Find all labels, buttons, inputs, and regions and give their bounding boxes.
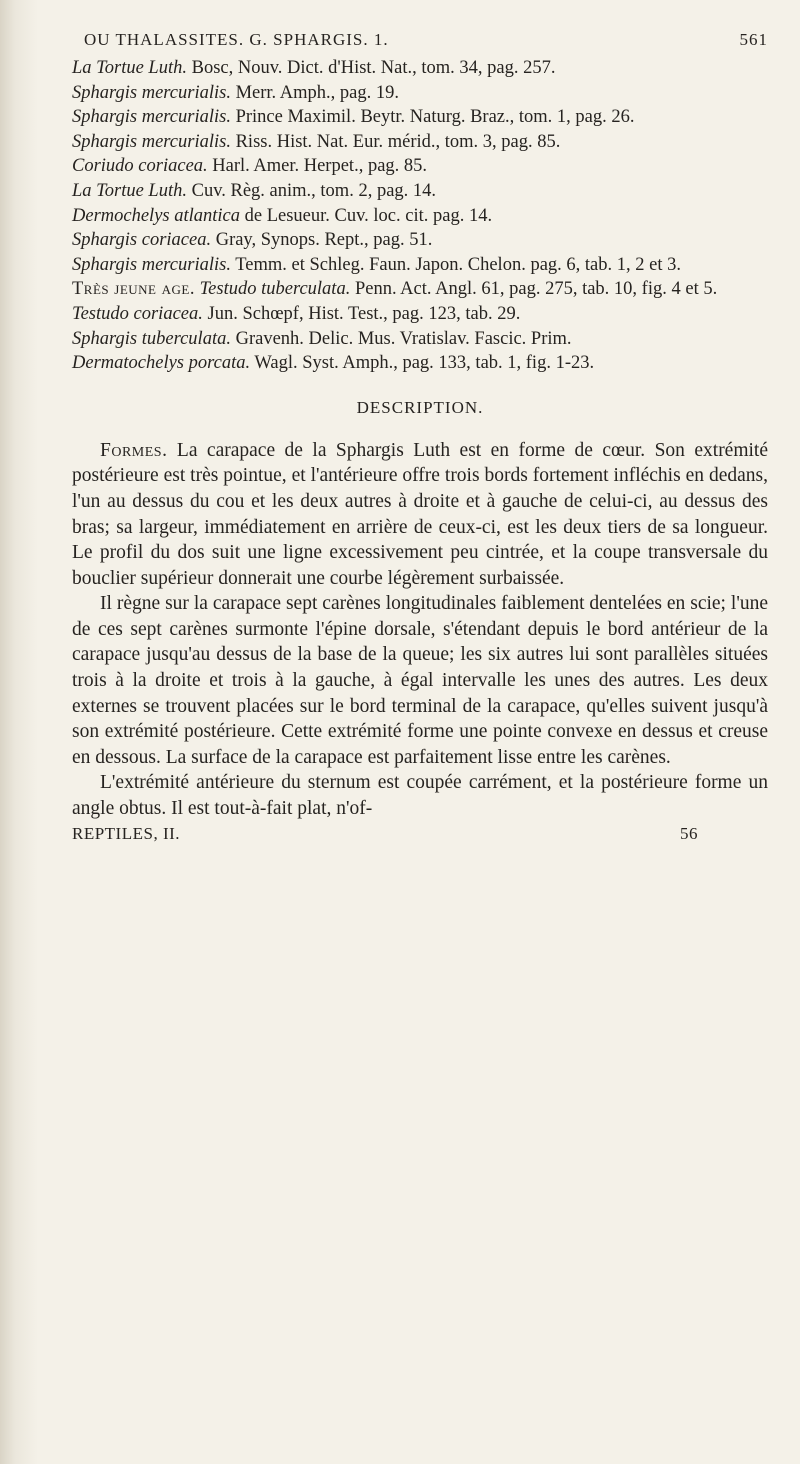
reference-entry <box>72 179 768 204</box>
reference-citation: Prince Maximil. Beytr. Naturg. Braz., tom. 1, pag. 26. <box>230 107 635 128</box>
reference-citation: de Lesueur. Cuv. loc. cit. pag. 14. <box>240 205 493 226</box>
reference-entry <box>72 351 768 376</box>
running-head <box>72 30 768 56</box>
section-heading: DESCRIPTION. <box>356 397 484 417</box>
reference-citation: Merr. Amph., pag. 19. <box>230 82 399 103</box>
reference-synonym: Sphargis mercurialis. <box>72 82 231 103</box>
reference-synonym: Dermochelys atlantica <box>72 205 240 226</box>
page-footer <box>72 824 768 844</box>
reference-entry <box>72 253 768 278</box>
reference-entry <box>72 277 768 302</box>
reference-synonym: Dermatochelys porcata. <box>72 353 251 374</box>
signature-left: REPTILES, II. <box>72 823 181 843</box>
reference-synonym: Sphargis tuberculata. <box>72 328 231 349</box>
reference-citation: Cuv. Règ. anim., tom. 2, pag. 14. <box>186 180 437 201</box>
synonymy-references <box>72 56 768 376</box>
body-paragraph <box>72 591 768 770</box>
binding-shadow <box>0 0 38 1464</box>
reference-citation: Harl. Amer. Herpet., pag. 85. <box>207 156 428 177</box>
reference-citation: Temm. et Schleg. Faun. Japon. Chelon. pag. 6, tab. 1, 2 et 3. <box>230 254 681 275</box>
reference-synonym: Sphargis mercurialis. <box>72 254 231 275</box>
reference-citation: Gravenh. Delic. Mus. Vratislav. Fascic. Prim. <box>230 328 572 349</box>
reference-age-label: Très jeune age. <box>72 279 195 300</box>
reference-synonym: Sphargis mercurialis. <box>72 131 231 152</box>
reference-entry <box>72 105 768 130</box>
reference-entry <box>72 327 768 352</box>
reference-citation: Gray, Synops. Rept., pag. 51. <box>211 230 433 251</box>
reference-citation: Riss. Hist. Nat. Eur. mérid., tom. 3, pag. 85. <box>230 131 561 152</box>
reference-citation: Wagl. Syst. Amph., pag. 133, tab. 1, fig. 1-23. <box>250 353 595 374</box>
description-body <box>72 438 768 822</box>
paragraph-text: La carapace de la Sphargis Luth est en forme de cœur. Son extrémité postérieure est très pointue, et l'antérieure offre trois bords fortement infléchis en dedans, l'un au dessus du cou et les deux autres à droite et à gauche de celui-ci, au dessus des bras; sa largeur, immédiatement en arrière de ceux-ci, est les deux tiers de sa longueur. Le profil du dos suit une ligne excessivement peu cintrée, et la coupe transversale du bouclier supérieur donnerait une courbe légèrement surbaissée. <box>72 439 768 589</box>
paragraph-text: L'extrémité antérieure du sternum est coupée carrément, et la postérieure forme un angle obtus. Il est tout-à-fait plat, n'of- <box>72 772 768 820</box>
reference-entry <box>72 130 768 155</box>
reference-synonym: Testudo coriacea. <box>72 303 203 324</box>
reference-synonym: La Tortue Luth. <box>72 180 187 201</box>
body-paragraph <box>72 438 768 592</box>
reference-citation: Bosc, Nouv. Dict. d'Hist. Nat., tom. 34, pag. 257. <box>186 58 556 78</box>
paragraph-lead: Formes. <box>100 439 168 461</box>
reference-synonym: La Tortue Luth. <box>72 58 187 78</box>
body-paragraph <box>72 770 768 821</box>
running-head-title: OU THALASSITES. G. SPHARGIS. 1. <box>84 30 389 49</box>
reference-entry <box>72 56 768 81</box>
reference-entry <box>72 81 768 106</box>
signature-right: 56 <box>680 823 698 843</box>
reference-synonym: Coriudo coriacea. <box>72 156 208 177</box>
reference-synonym: Sphargis coriacea. <box>72 230 212 251</box>
reference-synonym: Testudo tuberculata. <box>194 279 351 300</box>
page-number: 561 <box>739 30 768 49</box>
document-page <box>72 30 768 844</box>
reference-citation: Penn. Act. Angl. 61, pag. 275, tab. 10, fig. 4 et 5. <box>350 279 718 300</box>
reference-citation: Jun. Schœpf, Hist. Test., pag. 123, tab. 29. <box>202 303 521 324</box>
reference-synonym: Sphargis mercurialis. <box>72 107 231 128</box>
paragraph-text: Il règne sur la carapace sept carènes longitudinales faiblement dentelées en scie; l'une de ces sept carènes surmonte l'épine dorsale, s'étendant depuis le bord antérieur de la carapace jusqu'au dessus de la base de la queue; les six autres lui sont parallèles situées trois à la droite et trois à la gauche, à égal intervalle les unes des autres. Les deux externes se trouvent placées sur le bord terminal de la carapace, qu'elles suivent jusqu'à son extrémité postérieure. Cette extrémité forme une pointe convexe en dessus et creuse en dessous. La surface de la carapace est parfaitement lisse entre les carènes. <box>72 593 768 768</box>
reference-entry <box>72 302 768 327</box>
reference-entry <box>72 154 768 179</box>
reference-entry <box>72 228 768 253</box>
reference-entry <box>72 204 768 229</box>
